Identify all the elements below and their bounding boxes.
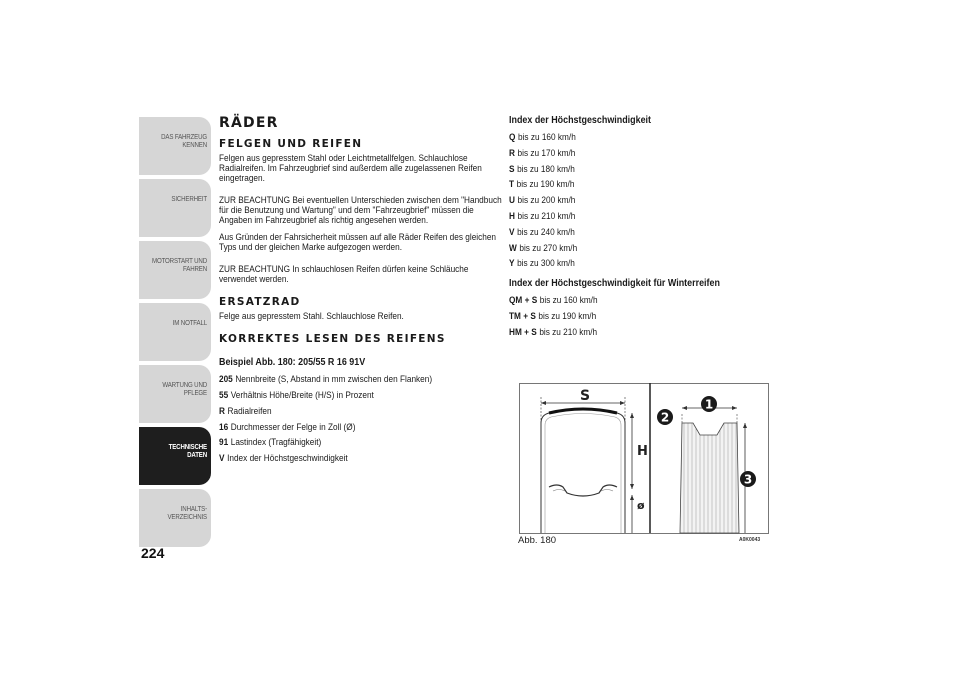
right-column [509, 115, 769, 341]
item-text: bis zu 200 km/h [517, 195, 576, 207]
item-key: S [509, 163, 515, 175]
callout-2-icon [657, 409, 673, 425]
paragraph: Felge aus gepresstem Stahl. Schlauchlose Reifen. [219, 311, 404, 323]
tire-cross-section-icon [541, 409, 625, 533]
section-title-korrektes-lesen: KORREKTES LESEN DES REIFENS [219, 333, 446, 346]
item-text: bis zu 210 km/h [539, 326, 598, 338]
item-key: 205 [219, 374, 233, 386]
item-key: 16 [219, 421, 229, 433]
list-item [509, 256, 767, 272]
tab-sicherheit[interactable] [139, 179, 211, 237]
item-text: bis zu 180 km/h [517, 163, 575, 175]
list-item [219, 388, 503, 404]
list-item [219, 451, 503, 467]
callout-3-icon [740, 471, 756, 487]
list-item [509, 162, 767, 178]
svg-text:1: 1 [704, 397, 714, 412]
item-text: Index der Höchstgeschwindigkeit [227, 453, 348, 465]
tab-das-fahrzeug-kennen[interactable] [139, 117, 211, 175]
item-text: bis zu 190 km/h [516, 179, 575, 191]
item-key: Q [509, 132, 516, 143]
tab-technische-daten[interactable] [139, 427, 211, 485]
item-key: QM + S [509, 295, 538, 307]
list-item [509, 325, 767, 341]
list-item [219, 404, 503, 420]
tab-wartung-und-pflege[interactable] [139, 365, 211, 423]
tab-label-line1: TECHNISCHE [168, 442, 207, 451]
tab-label-line2: SICHERHEIT [171, 194, 207, 203]
svg-text:2: 2 [660, 410, 670, 425]
list-item [509, 309, 767, 325]
tab-label-line1: WARTUNG UND [162, 380, 207, 389]
callout-1-icon [701, 396, 717, 412]
tire-diagram [519, 383, 769, 548]
list-item [219, 372, 503, 388]
page-title: RÄDER [219, 115, 279, 131]
list-item [509, 241, 767, 257]
section-title-ersatzrad: ERSATZRAD [219, 296, 301, 309]
item-text: Durchmesser der Felge in Zoll (Ø) [230, 421, 356, 433]
item-text: bis zu 240 km/h [517, 226, 575, 238]
item-key: HM + S [509, 326, 537, 338]
section-title-felgen: FELGEN UND REIFEN [219, 138, 363, 150]
item-key: TM + S [509, 310, 536, 322]
item-key: R [509, 147, 515, 159]
item-text: bis zu 210 km/h [517, 210, 576, 222]
item-text: bis zu 170 km/h [517, 147, 576, 159]
page-number: 224 [141, 545, 165, 561]
list-item [509, 146, 767, 162]
item-key: 91 [219, 437, 229, 449]
item-key: V [509, 226, 515, 238]
list-item [509, 177, 767, 193]
item-text: bis zu 160 km/h [518, 132, 576, 143]
item-text: Nennbreite (S, Abstand in mm zwischen den Flanken) [235, 374, 433, 386]
item-text: Radialreifen [227, 405, 272, 417]
item-key: 55 [219, 390, 229, 402]
tab-label-line2: IM NOTFALL [172, 318, 207, 327]
tab-label-line2: PFLEGE [183, 388, 207, 397]
item-text: bis zu 300 km/h [517, 258, 575, 270]
list-item [509, 130, 767, 146]
item-text: Verhältnis Höhe/Breite (H/S) in Prozent [230, 390, 374, 402]
left-column [219, 115, 504, 467]
item-key: R [219, 405, 225, 417]
item-text: bis zu 270 km/h [519, 242, 578, 254]
item-text: bis zu 190 km/h [538, 310, 597, 322]
tab-label-line2: DATEN [187, 450, 207, 459]
example-heading: Beispiel Abb. 180: 205/55 R 16 91V [219, 357, 366, 369]
list-item [509, 209, 767, 225]
label-diameter: ø [637, 499, 645, 512]
tab-label-line1: DAS FAHRZEUG [161, 132, 207, 141]
list-item [509, 225, 767, 241]
list-item [219, 420, 503, 436]
tab-im-notfall[interactable] [139, 303, 211, 361]
item-key: Y [509, 258, 515, 270]
speed-index-heading: Index der Höchstgeschwindigkeit [509, 115, 652, 126]
figure-code: A0K0043 [739, 537, 761, 543]
label-h: H [637, 444, 648, 459]
tab-label-line2: VERZEICHNIS [167, 512, 207, 521]
tab-label-line1: INHALTS- [180, 504, 207, 513]
tab-motorstart-und-fahren[interactable] [139, 241, 211, 299]
item-key: T [509, 179, 515, 191]
item-key: H [509, 210, 515, 222]
list-item [509, 293, 767, 309]
paragraph: Felgen aus gepresstem Stahl oder Leichtmetallfelgen. Schlauchlose Radialreifen. Im Fahrzeugbrief sind außerdem alle zugelassenen Reifen eingetragen. [219, 153, 482, 185]
figure-caption: Abb. 180 [518, 535, 557, 546]
item-key: V [219, 453, 225, 465]
note-paragraph: ZUR BEACHTUNG In schlauchlosen Reifen dürfen keine Schläuche verwendet werden. [219, 263, 469, 285]
item-key: U [509, 195, 515, 207]
tab-inhaltsverzeichnis[interactable] [139, 489, 211, 547]
paragraph: Aus Gründen der Fahrsicherheit müssen auf alle Räder Reifen des gleichen Typs und der gleichen Marke aufgezogen werden. [219, 232, 497, 254]
tab-label-line2: KENNEN [182, 140, 207, 149]
tab-label-line2: FAHREN [183, 264, 207, 273]
list-item [509, 193, 767, 209]
item-key: W [509, 242, 517, 254]
note-paragraph: ZUR BEACHTUNG Bei eventuellen Unterschieden zwischen dem "Handbuch für die Benutzung und Wartung" und dem "Fahrzeugbrief" müssen die Angaben im Fahrzeugbrief als richtig angesehen werden. [219, 194, 502, 227]
label-s: S [580, 388, 591, 404]
svg-text:3: 3 [743, 472, 753, 487]
winter-index-heading: Index der Höchstgeschwindigkeit für Winterreifen [509, 278, 720, 290]
item-text: Lastindex (Tragfähigkeit) [230, 437, 322, 449]
list-item [219, 435, 503, 451]
tab-label-line1: MOTORSTART UND [151, 256, 207, 265]
item-text: bis zu 160 km/h [539, 295, 598, 307]
